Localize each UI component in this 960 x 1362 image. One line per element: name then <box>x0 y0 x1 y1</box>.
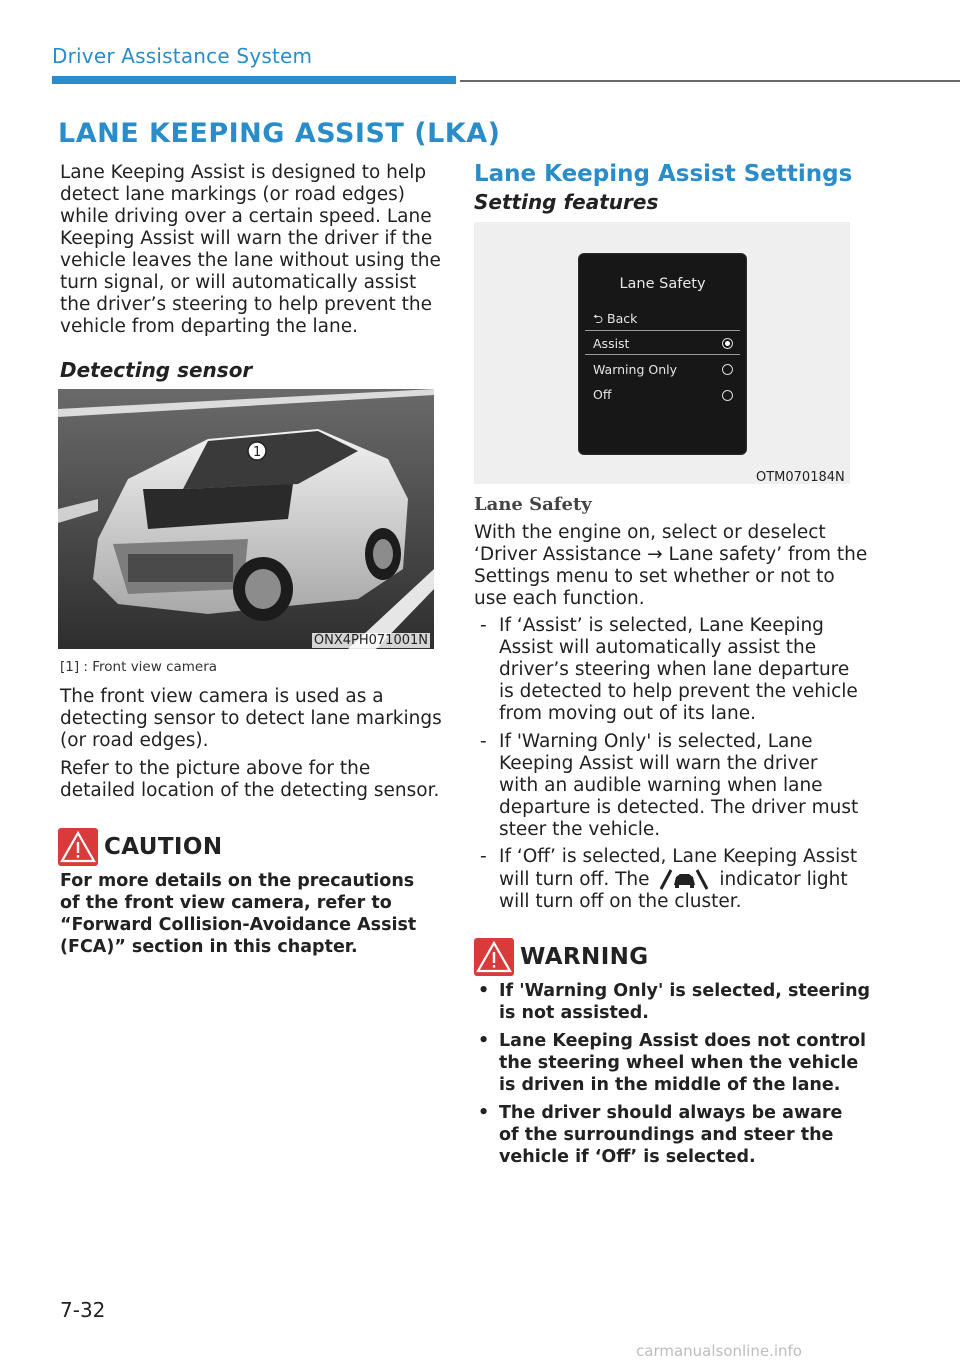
text-line: The front view camera is used as a <box>60 686 384 707</box>
back-arrow-icon: ⮌ <box>593 311 604 326</box>
screen-option-assist: Assist <box>593 336 630 351</box>
text-line: from moving out of its lane. <box>499 703 756 724</box>
list-item-assist <box>499 615 858 725</box>
text-line: If ‘Off’ is selected, Lane Keeping Assist <box>499 846 858 867</box>
list-dash: - <box>480 615 487 636</box>
warning-icon <box>474 938 514 976</box>
screen-option-off: Off <box>593 387 612 402</box>
text-line: with an audible warning when lane <box>499 775 823 796</box>
text-line: For more details on the precautions <box>60 871 415 891</box>
caution-title: CAUTION <box>104 834 223 860</box>
text-fragment: will turn off. The <box>499 869 650 890</box>
radio-empty-icon <box>722 364 733 375</box>
figure-id: ONX4PH071001N <box>313 633 428 648</box>
lane-safety-heading: Lane Safety <box>474 494 592 515</box>
selection-top-rule <box>585 330 740 331</box>
vehicle-illustration <box>58 389 434 649</box>
text-line: Lane Keeping Assist is designed to help <box>60 162 427 183</box>
text-line: use each function. <box>474 588 645 609</box>
text-line: the driver’s steering to help prevent the <box>60 294 433 315</box>
text-line: Lane Keeping Assist does not control <box>499 1031 866 1051</box>
warning-title: WARNING <box>520 944 649 970</box>
text-line: The driver should always be aware <box>499 1103 843 1123</box>
list-item-off <box>499 846 857 913</box>
lane-keeping-indicator-icon <box>655 868 713 890</box>
radio-dot <box>725 341 730 346</box>
text-line: Refer to the picture above for the <box>60 758 371 779</box>
text-line: Assist will automatically assist the <box>499 637 817 658</box>
text-line: the steering wheel when the vehicle <box>499 1053 859 1073</box>
text-line: (FCA)” section in this chapter. <box>60 937 358 957</box>
screen-option-warning-only: Warning Only <box>593 362 677 377</box>
watermark: carmanualsonline.info <box>636 1342 802 1360</box>
caution-body <box>60 870 416 958</box>
settings-paragraph <box>474 522 867 610</box>
text-line: If 'Warning Only' is selected, Lane <box>499 731 813 752</box>
text-line: detecting sensor to detect lane markings <box>60 708 442 729</box>
screen-title: Lane Safety <box>619 276 706 292</box>
back-label: Back <box>607 311 638 326</box>
header-rule-accent <box>52 76 456 84</box>
text-line: is not assisted. <box>499 1003 649 1023</box>
text-line: vehicle from departing the lane. <box>60 316 358 337</box>
lane-safety-screen <box>578 253 747 455</box>
text-line: steer the vehicle. <box>499 819 661 840</box>
warning-bullet-3 <box>499 1102 842 1168</box>
text-line: detect lane markings (or road edges) <box>60 184 405 205</box>
page-title: LANE KEEPING ASSIST (LKA) <box>58 118 501 149</box>
settings-heading: Lane Keeping Assist Settings <box>474 161 853 187</box>
detecting-sensor-heading: Detecting sensor <box>60 358 253 382</box>
intro-paragraph <box>60 162 441 338</box>
page-number: 7-32 <box>60 1298 106 1322</box>
text-line: driver’s steering when lane departure <box>499 659 850 680</box>
list-dash: - <box>480 846 487 867</box>
setting-features-heading: Setting features <box>474 190 659 214</box>
text-line: ‘Driver Assistance → Lane safety’ from the <box>474 544 868 565</box>
figure-caption: [1] : Front view camera <box>60 659 218 675</box>
screen-back-item <box>593 310 637 331</box>
text-line: while driving over a certain speed. Lane <box>60 206 432 227</box>
sensor-paragraph-2 <box>60 758 439 802</box>
bullet-icon: • <box>478 1031 490 1051</box>
text-line: Settings menu to set whether or not to <box>474 566 835 587</box>
text-line: vehicle leaves the lane without using the <box>60 250 441 271</box>
text-line-with-icon <box>499 868 857 891</box>
text-line: “Forward Collision-Avoidance Assist <box>60 915 417 935</box>
bullet-icon: • <box>478 1103 490 1123</box>
vehicle-camera-photo <box>58 389 434 649</box>
text-line: of the front view camera, refer to <box>60 893 392 913</box>
warning-bullet-1 <box>499 980 870 1024</box>
text-line: of the surroundings and steer the <box>499 1125 834 1145</box>
header-rule <box>460 80 960 82</box>
callout-number: 1 <box>253 445 262 460</box>
figure-id: OTM070184N <box>756 470 845 485</box>
radio-empty-icon <box>722 390 733 401</box>
caution-warning-icon <box>58 828 98 866</box>
list-dash: - <box>480 731 487 752</box>
text-line: (or road edges). <box>60 730 209 751</box>
text-line: is driven in the middle of the lane. <box>499 1075 841 1095</box>
text-line: If ‘Assist’ is selected, Lane Keeping <box>499 615 824 636</box>
radio-selected-icon <box>722 338 733 349</box>
text-line: If 'Warning Only' is selected, steering <box>499 981 871 1001</box>
text-line: Keeping Assist will warn the driver if the <box>60 228 433 249</box>
text-line: is detected to help prevent the vehicle <box>499 681 858 702</box>
text-line: vehicle if ‘Off’ is selected. <box>499 1147 756 1167</box>
text-line: detailed location of the detecting sensor. <box>60 780 440 801</box>
sensor-paragraph-1 <box>60 686 442 752</box>
text-fragment: indicator light <box>719 869 848 890</box>
bullet-icon: • <box>478 981 490 1001</box>
section-header: Driver Assistance System <box>52 44 313 68</box>
selection-bottom-rule <box>585 354 740 355</box>
text-line: turn signal, or will automatically assist <box>60 272 417 293</box>
list-item-warning-only <box>499 731 858 841</box>
text-line: will turn off on the cluster. <box>499 891 742 912</box>
warning-bullet-2 <box>499 1030 866 1096</box>
text-line: departure is detected. The driver must <box>499 797 859 818</box>
text-line: With the engine on, select or deselect <box>474 522 826 543</box>
text-line: Keeping Assist will warn the driver <box>499 753 818 774</box>
